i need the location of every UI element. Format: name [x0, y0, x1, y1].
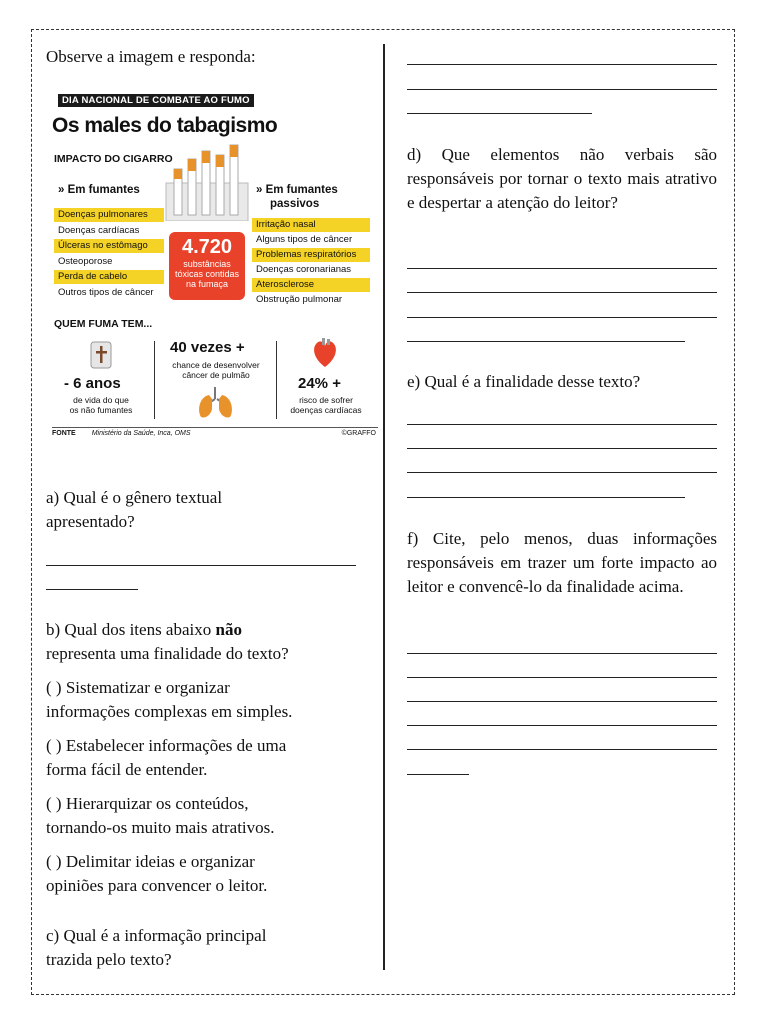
- passive-item: Doenças coronarianas: [256, 264, 352, 275]
- source-label: FONTE: [52, 430, 76, 437]
- option-b3[interactable]: [46, 792, 364, 840]
- infographic-subtitle: IMPACTO DO CIGARRO: [54, 153, 173, 165]
- answer-line[interactable]: [46, 565, 356, 566]
- question-d: d) Que elementos não verbais são responsáveis por tornar o texto mais atrativo e despertar a atenção do leitor?: [407, 145, 717, 212]
- answer-line[interactable]: [407, 472, 717, 473]
- smokers-heading: » Em fumantes: [58, 184, 140, 196]
- infographic-title: Os males do tabagismo: [52, 114, 278, 137]
- passive-item: Problemas respiratórios: [252, 248, 370, 262]
- question-b-emphasis: não: [215, 620, 242, 639]
- stat-heart-caption: doenças cardíacas: [290, 405, 362, 415]
- stat-lung-caption: câncer de pulmão: [182, 370, 250, 380]
- stat-divider: [276, 341, 277, 419]
- smokers-item: Osteoporose: [58, 256, 113, 267]
- option-b4[interactable]: [46, 850, 364, 898]
- question-a: [46, 486, 364, 534]
- question-f: f) Cite, pelo menos, duas informações responsáveis em trazer um forte impacto ao leitor e convencê-lo da finalidade acima.: [407, 529, 717, 596]
- passive-item: Obstrução pulmonar: [256, 294, 343, 305]
- option-b2[interactable]: [46, 734, 364, 782]
- infographic-credit: ©GRAFFO: [341, 430, 376, 437]
- option-b1[interactable]: [46, 676, 364, 724]
- question-b-line: representa uma finalidade do texto?: [46, 644, 289, 663]
- passive-heading: » Em fumantes: [256, 184, 338, 196]
- smokers-item: Outros tipos de câncer: [58, 287, 154, 298]
- badge-number: 4.720: [181, 236, 233, 258]
- option-line: ( ) Sistematizar e organizar: [46, 678, 230, 697]
- smokers-item: Úlceras no estômago: [54, 239, 164, 253]
- answer-line[interactable]: [407, 677, 717, 678]
- infographic-tag: DIA NACIONAL DE COMBATE AO FUMO: [58, 94, 254, 107]
- question-a-line: a) Qual é o gênero textual: [46, 488, 223, 507]
- answer-line[interactable]: [407, 317, 717, 318]
- source-text: Ministério da Saúde, Inca, OMS: [91, 430, 191, 437]
- question-c-line: c) Qual é a informação principal: [46, 926, 267, 945]
- answer-line[interactable]: [46, 589, 138, 590]
- stat-lung-value: 40 vezes +: [170, 339, 245, 356]
- question-b: [46, 618, 364, 666]
- heart-icon: [310, 337, 340, 369]
- grave-cross-icon: [90, 341, 112, 369]
- question-c-line: trazida pelo texto?: [46, 950, 172, 969]
- stat-lung-caption: chance de desenvolver: [172, 360, 260, 370]
- stat-heart-caption: risco de sofrer: [299, 395, 353, 405]
- answer-line[interactable]: [407, 424, 717, 425]
- stat-divider: [154, 341, 155, 419]
- cigarette-pack-illustration: [160, 143, 252, 221]
- stat-years-caption: os não fumantes: [69, 405, 133, 415]
- stat-years-caption: de vida do que: [73, 395, 129, 405]
- answer-line[interactable]: [407, 341, 685, 342]
- badge-caption: substâncias: [183, 259, 231, 269]
- infographic: [52, 91, 378, 443]
- answer-line[interactable]: [407, 292, 717, 293]
- answer-line[interactable]: [407, 448, 717, 449]
- answer-line[interactable]: [407, 497, 685, 498]
- lungs-icon: [195, 385, 237, 419]
- question-e: e) Qual é a finalidade desse texto?: [407, 372, 641, 391]
- answer-line[interactable]: [407, 113, 592, 114]
- option-line: tornando-os muito mais atrativos.: [46, 818, 275, 837]
- answer-line[interactable]: [407, 64, 717, 65]
- option-line: forma fácil de entender.: [46, 760, 208, 779]
- answer-line[interactable]: [407, 89, 717, 90]
- smokers-item: Perda de cabelo: [54, 270, 164, 284]
- smokers-item: Doenças pulmonares: [54, 208, 164, 222]
- toxic-substances-badge: [169, 232, 245, 300]
- answer-line[interactable]: [407, 725, 717, 726]
- answer-line[interactable]: [407, 749, 717, 750]
- intro-text: Observe a imagem e responda:: [46, 47, 256, 66]
- option-line: opiniões para convencer o leitor.: [46, 876, 268, 895]
- answer-line[interactable]: [407, 774, 469, 775]
- who-smokes-heading: QUEM FUMA TEM...: [54, 318, 153, 330]
- passive-item: Alguns tipos de câncer: [256, 234, 353, 245]
- stat-years-value: - 6 anos: [64, 375, 121, 392]
- option-line: ( ) Hierarquizar os conteúdos,: [46, 794, 249, 813]
- answer-line[interactable]: [407, 653, 717, 654]
- smokers-item: Doenças cardíacas: [58, 225, 140, 236]
- passive-heading-line2: passivos: [270, 198, 320, 210]
- column-divider: [383, 44, 385, 970]
- badge-caption: tóxicas contidas: [174, 269, 240, 279]
- answer-line[interactable]: [407, 701, 717, 702]
- option-line: informações complexas em simples.: [46, 702, 293, 721]
- stat-heart-value: 24% +: [298, 375, 341, 392]
- passive-item: Irritação nasal: [252, 218, 370, 232]
- infographic-source: [52, 427, 378, 437]
- badge-caption: na fumaça: [185, 279, 229, 289]
- option-line: ( ) Estabelecer informações de uma: [46, 736, 287, 755]
- question-c: [46, 924, 364, 972]
- question-a-line: apresentado?: [46, 512, 135, 531]
- answer-line[interactable]: [407, 268, 717, 269]
- question-b-text: b) Qual dos itens abaixo: [46, 620, 216, 639]
- option-line: ( ) Delimitar ideias e organizar: [46, 852, 255, 871]
- passive-item: Aterosclerose: [252, 278, 370, 292]
